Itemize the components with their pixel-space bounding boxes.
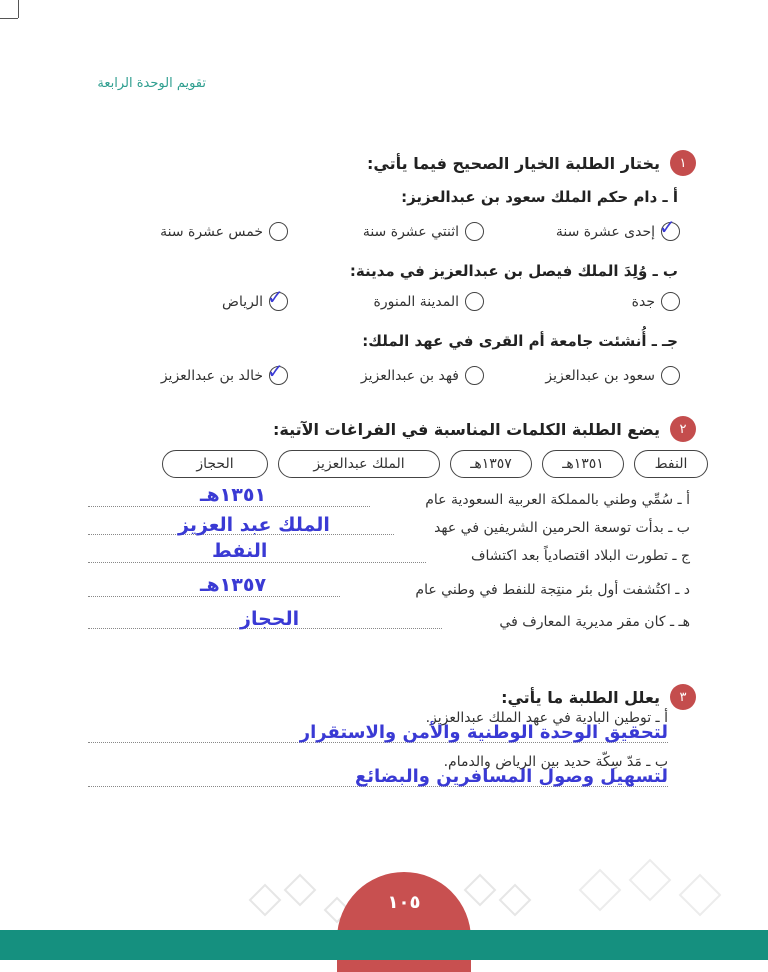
radio-circle-icon[interactable] xyxy=(267,285,288,311)
checkmark-icon: ✓ xyxy=(267,359,284,383)
blank-line[interactable] xyxy=(88,596,340,597)
crop-mark xyxy=(18,0,19,18)
radio-circle-icon[interactable] xyxy=(659,215,680,241)
question-1-text: يختار الطلبة الخيار الصحيح فيما يأتي: xyxy=(367,153,660,173)
footer-bar xyxy=(0,930,768,960)
question-3-heading xyxy=(501,684,696,710)
question-1-number: ١ xyxy=(670,150,696,176)
question-2-number: ٢ xyxy=(670,416,696,442)
q1-a-question: أ ـ دام حكم الملك سعود بن عبدالعزيز: xyxy=(401,188,678,206)
handwritten-answer: ١٣٥١هـ xyxy=(200,484,267,506)
handwritten-answer: الملك عبد العزيز xyxy=(178,514,330,536)
checkmark-icon: ✓ xyxy=(659,215,676,239)
unit-review-title: تقويم الوحدة الرابعة xyxy=(97,76,206,91)
page-number: ١٠٥ xyxy=(387,892,421,913)
handwritten-answer: ١٣٥٧هـ xyxy=(200,574,267,596)
q1-a-option-3[interactable]: خمس عشرة سنة xyxy=(160,222,288,241)
q1-b-option-2[interactable]: المدينة المنورة xyxy=(374,292,484,311)
word-chip[interactable]: الملك عبدالعزيز xyxy=(278,450,440,478)
radio-circle-icon[interactable] xyxy=(269,222,288,241)
q1-c-option-1[interactable]: سعود بن عبدالعزيز xyxy=(545,366,680,385)
fill-sentence-c: ج ـ تطورت البلاد اقتصادياً بعد اكتشاف النفط xyxy=(88,546,690,570)
radio-circle-icon[interactable] xyxy=(465,366,484,385)
question-2-heading xyxy=(273,416,696,442)
q1-a-option-2[interactable]: اثنتي عشرة سنة xyxy=(363,222,484,241)
handwritten-answer: لتسهيل وصول المسافرين والبضائع xyxy=(354,766,668,787)
q1-c-question: جـ ـ أُنشئت جامعة أم القرى في عهد الملك: xyxy=(362,332,678,350)
radio-circle-icon[interactable] xyxy=(661,366,680,385)
word-chip[interactable]: الحجاز xyxy=(162,450,268,478)
question-3-text: يعلل الطلبة ما يأتي: xyxy=(501,687,660,707)
q3-a-question: أ ـ توطين البادية في عهد الملك عبدالعزيز. xyxy=(425,710,668,726)
radio-circle-icon[interactable] xyxy=(465,222,484,241)
q1-c-options xyxy=(140,359,680,392)
decorative-pattern-icon xyxy=(560,840,760,930)
crop-mark xyxy=(0,18,18,19)
q1-a-option-1[interactable]: ✓ إحدى عشرة سنة xyxy=(556,222,680,241)
handwritten-answer: النفط xyxy=(212,540,268,562)
question-1-heading xyxy=(367,150,696,176)
q1-b-question: ب ـ وُلِدَ الملك فيصل بن عبدالعزيز في مدينة: xyxy=(349,262,678,280)
q3-a-answer-line xyxy=(88,722,668,750)
handwritten-answer: لتحقيق الوحدة الوطنية والأمن والاستقرار xyxy=(299,722,668,743)
fill-sentence-d: د ـ اكتُشفت أول بئر منتِجة للنفط في وطني عام ١٣٥٧هـ xyxy=(88,580,690,604)
blank-line[interactable] xyxy=(88,562,426,563)
radio-circle-icon[interactable] xyxy=(661,292,680,311)
handwritten-answer: الحجاز xyxy=(240,608,300,630)
q3-b-answer-line xyxy=(88,766,668,794)
word-chip[interactable]: النفط xyxy=(634,450,708,478)
fill-sentence-a: أ ـ سُمِّي وطني بالمملكة العربية السعودية عام ١٣٥١هـ xyxy=(88,490,690,514)
checkmark-icon: ✓ xyxy=(267,285,284,309)
radio-circle-icon[interactable] xyxy=(465,292,484,311)
blank-line[interactable] xyxy=(88,506,370,507)
q1-b-option-1[interactable]: جدة xyxy=(632,292,680,311)
word-chip[interactable]: ١٣٥٧هـ xyxy=(450,450,532,478)
q1-b-options xyxy=(140,285,680,318)
radio-circle-icon[interactable] xyxy=(267,359,288,385)
word-bank xyxy=(148,450,708,480)
fill-sentence-e: هـ ـ كان مقر مديرية المعارف في الحجاز xyxy=(88,612,690,636)
question-2-text: يضع الطلبة الكلمات المناسبة في الفراغات الآتية: xyxy=(273,419,660,439)
q1-b-option-3[interactable]: ✓ الرياض xyxy=(222,292,288,311)
q3-b-question: ب ـ مَدّ سِكّة حديد بين الرياض والدمام. xyxy=(443,754,668,770)
q1-c-option-3[interactable]: ✓ خالد بن عبدالعزيز xyxy=(161,366,288,385)
q1-a-options xyxy=(140,215,680,248)
fill-sentence-b: ب ـ بدأت توسعة الحرمين الشريفين في عهد الملك عبد العزيز xyxy=(88,518,690,542)
word-chip[interactable]: ١٣٥١هـ xyxy=(542,450,624,478)
question-3-number: ٣ xyxy=(670,684,696,710)
q1-c-option-2[interactable]: فهد بن عبدالعزيز xyxy=(361,366,484,385)
